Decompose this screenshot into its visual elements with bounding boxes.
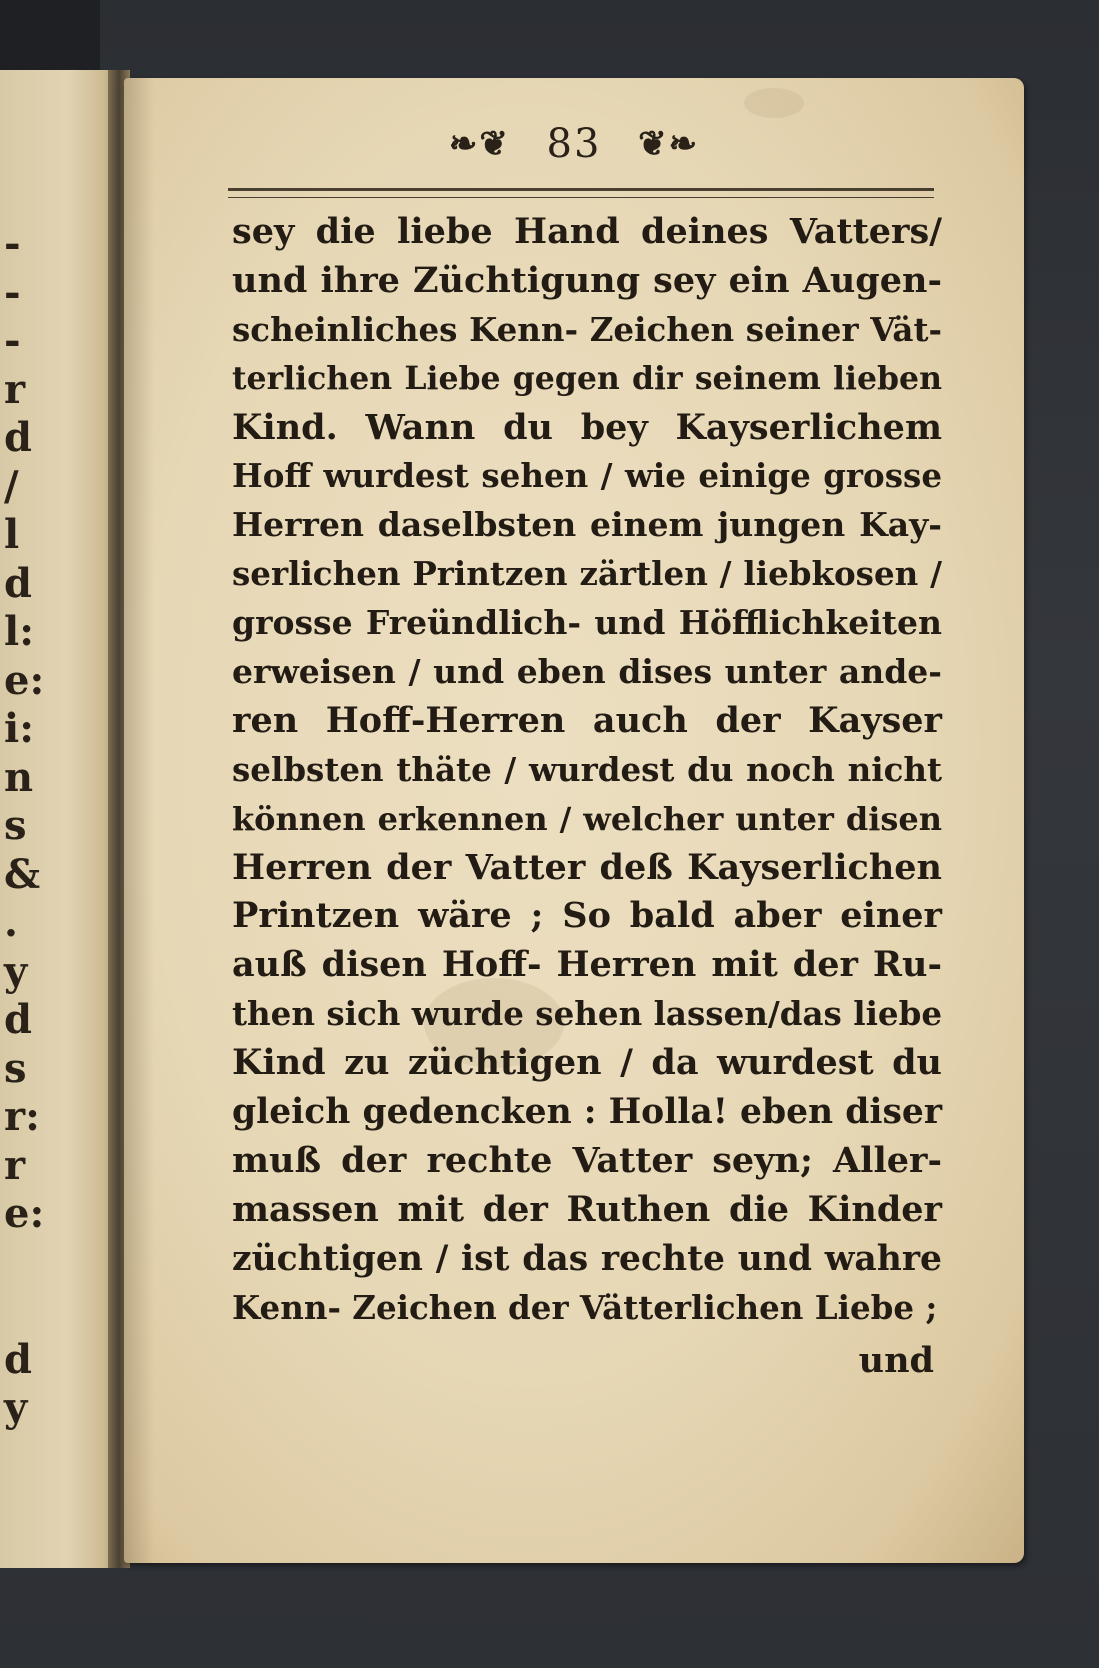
ornament-right-icon: ❦❧ xyxy=(638,124,700,164)
left-edge-char: - xyxy=(4,317,21,364)
text-line: ren Hoff-Herren auch der Kayser xyxy=(232,699,942,741)
text-line: gleich gedencken : Holla! eben diser xyxy=(232,1092,942,1133)
text-line: Herren der Vatter deß Kayserlichen xyxy=(232,846,942,888)
left-edge-char: - xyxy=(4,268,21,316)
left-edge-char xyxy=(4,1287,54,1336)
left-edge-char: n xyxy=(4,753,34,801)
paper-stain xyxy=(744,88,804,118)
left-edge-char: y xyxy=(4,1384,28,1431)
left-page-edge-text xyxy=(4,220,54,1433)
text-line: können erkennen / welcher unter disen xyxy=(232,799,942,838)
text-line: Kind. Wann du bey Kayserlichem xyxy=(232,406,942,448)
left-edge-char: - xyxy=(4,220,21,267)
text-line: terlichen Liebe gegen dir seinem lieben xyxy=(232,359,942,397)
left-edge-char: s xyxy=(4,1044,27,1092)
left-edge-char: d xyxy=(4,559,32,607)
text-line: und ihre Züchtigung sey ein Augen- xyxy=(232,259,942,301)
left-facing-page xyxy=(0,70,122,1568)
text-line: Printzen wäre ; So bald aber einer xyxy=(232,895,942,937)
left-edge-char: d xyxy=(4,414,32,461)
text-line: selbsten thäte / wurdest du noch nicht xyxy=(232,749,942,789)
left-edge-char: d xyxy=(4,996,32,1043)
left-edge-char: r xyxy=(4,1141,26,1189)
page-number: 83 xyxy=(546,121,602,167)
text-line: züchtigen / ist das rechte und wahre xyxy=(232,1238,942,1279)
body-text xyxy=(232,208,942,1332)
text-line: Herren daselbsten einem jungen Kay- xyxy=(232,505,942,545)
catchword: und xyxy=(858,1340,934,1381)
left-edge-char: r: xyxy=(4,1093,40,1140)
text-line: Kenn- Zeichen der Vätterlichen Liebe ; xyxy=(232,1287,938,1327)
left-edge-char: l xyxy=(4,511,20,558)
text-line: auß disen Hoff- Herren mit der Ru- xyxy=(232,944,942,986)
left-edge-char: / xyxy=(4,462,19,510)
text-line: grosse Freündlich- und Höfflichkeiten xyxy=(232,603,942,643)
book-cover-edge xyxy=(0,0,100,70)
header-rule xyxy=(228,188,934,198)
ornament-left-icon: ❧❦ xyxy=(448,124,510,164)
left-edge-char: . xyxy=(4,899,18,946)
page-leaf xyxy=(124,78,1024,1563)
left-edge-char: i: xyxy=(4,705,34,752)
text-line: muß der rechte Vatter seyn; Aller- xyxy=(232,1139,942,1181)
left-edge-char: r xyxy=(4,365,26,413)
text-line: serlichen Printzen zärtlen / liebkosen / xyxy=(232,554,942,594)
page-header xyxy=(124,118,1024,167)
text-line: Kind zu züchtigen / da wurdest du xyxy=(232,1042,942,1084)
left-edge-char xyxy=(4,1239,54,1288)
left-edge-char: y xyxy=(4,947,28,995)
text-line: sey die liebe Hand deines Vatters/ xyxy=(232,211,942,252)
left-edge-char: d xyxy=(4,1335,32,1383)
left-edge-char: s xyxy=(4,802,27,849)
text-line: then sich wurde sehen lassen/das liebe xyxy=(232,994,942,1034)
text-line: Hoff wurdest sehen / wie einige grosse xyxy=(232,456,942,496)
left-edge-char: e: xyxy=(4,656,45,704)
left-edge-char: l: xyxy=(4,608,34,655)
left-edge-char: & xyxy=(4,850,41,898)
text-line: massen mit der Ruthen die Kinder xyxy=(232,1188,942,1230)
left-edge-char: e: xyxy=(4,1190,45,1237)
text-line: erweisen / und eben dises unter ande- xyxy=(232,652,942,692)
text-line: scheinliches Kenn- Zeichen seiner Vät- xyxy=(232,309,942,349)
